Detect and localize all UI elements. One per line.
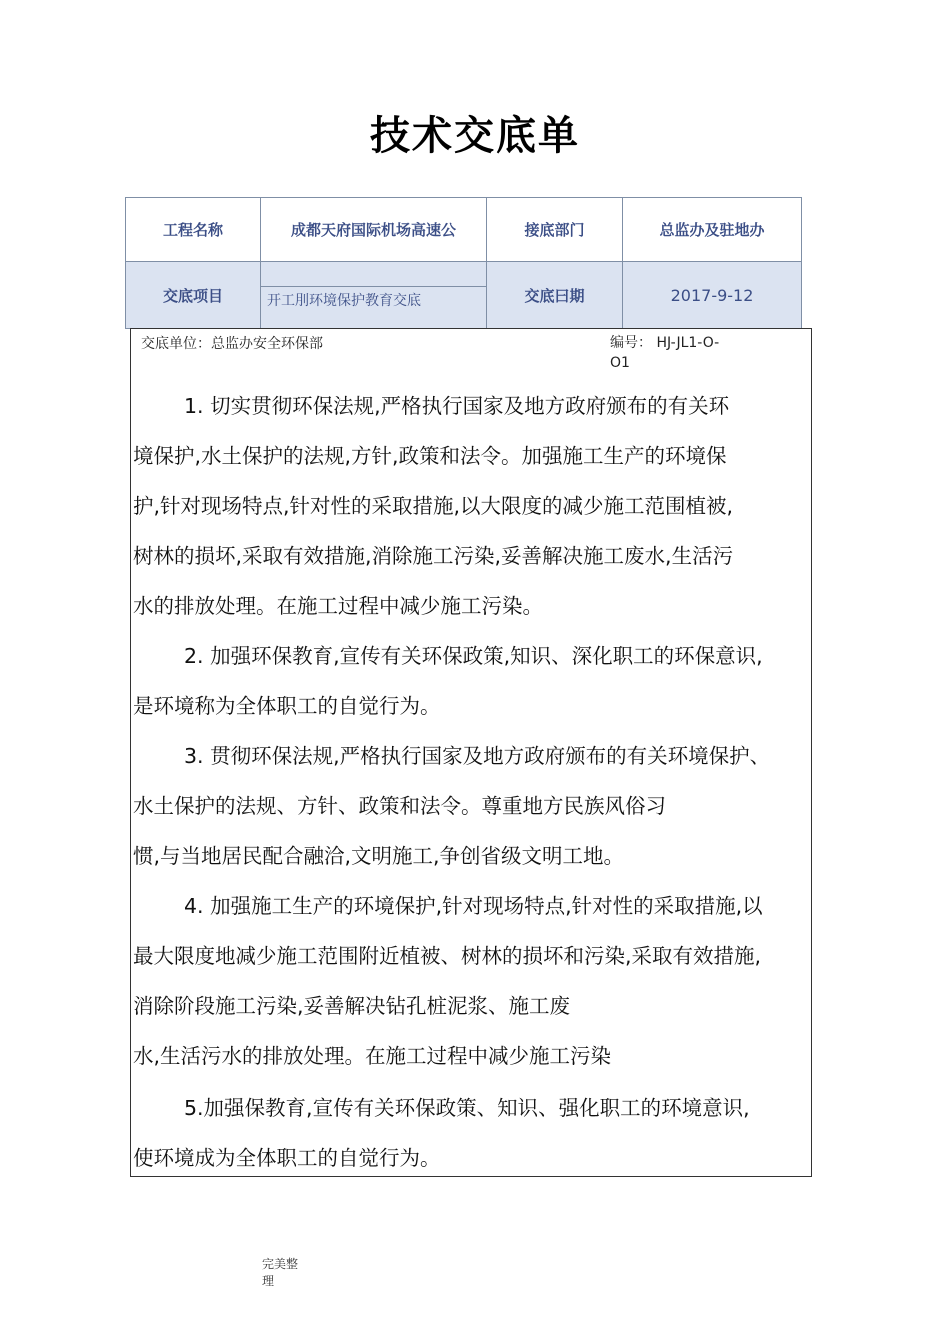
paragraph-line: 树林的损坏,采取有效措施,消除施工污染,妥善解决施工废水,生活污 — [133, 544, 734, 568]
paragraph-line: 最大限度地减少施工范围附近植被、树林的损坏和污染,采取有效措施, — [133, 944, 762, 968]
briefing-unit: 交底单位：总监办安全环保部 — [141, 336, 323, 352]
document-code-line-1: 编号： HJ-JL1-O- — [610, 335, 720, 351]
header-table — [125, 197, 802, 329]
header-row-1 — [126, 198, 802, 262]
paragraph-line: 2. 加强环保教育,宣传有关环保政策,知识、深化职工的环保意识, — [184, 644, 763, 668]
project-name-value: 成都天府国际机场高速公 — [261, 198, 487, 262]
cell-divider — [261, 286, 486, 287]
paragraph-4 — [133, 881, 813, 1081]
content-box — [130, 328, 812, 1177]
paragraph-1 — [133, 381, 813, 631]
paragraph-line: 使环境成为全体职工的自觉行为。 — [133, 1146, 441, 1170]
paragraph-3 — [133, 731, 813, 881]
date-label: 交底曰期 — [487, 262, 623, 329]
item-value: 开工刖环境保护教育交底 — [267, 293, 421, 309]
paragraph-line: 消除阶段施工污染,妥善解决钻孔桩泥浆、施工废 — [133, 994, 571, 1018]
paragraph-line: 护,针对现场特点,针对性的采取措施,以大限度的减少施工范围植被, — [133, 494, 734, 518]
paragraph-line: 4. 加强施工生产的环境保护,针对现场特点,针对性的采取措施,以 — [184, 894, 763, 918]
receiving-dept-label: 接底部门 — [487, 198, 623, 262]
paragraph-line: 水土保护的法规、方针、政策和法令。尊重地方民族风俗习 — [133, 794, 666, 818]
date-value: 2017-9-12 — [623, 262, 802, 329]
paragraph-line: 境保护,水土保护的法规,方针,政策和法令。加强施工生产的环境保 — [133, 444, 727, 468]
paragraph-line: 水的排放处理。在施工过程中减少施工污染。 — [133, 594, 543, 618]
footer-line-1: 完美整 — [262, 1257, 299, 1271]
document-code — [610, 333, 750, 373]
receiving-dept-value: 总监办及驻地办 — [623, 198, 802, 262]
header-row-2 — [126, 262, 802, 329]
paragraph-line: 5.加强保教育,宣传有关环保政策、知识、强化职工的环境意识, — [184, 1096, 750, 1120]
paragraph-line: 1. 切实贯彻环保法规,严格执行国家及地方政府颁布的有关环 — [184, 394, 730, 418]
paragraph-5 — [133, 1083, 813, 1183]
paragraph-line: 是环境称为全体职工的自觉行为。 — [133, 694, 441, 718]
paragraph-line: 惯,与当地居民配合融洽,文明施工,争创省级文明工地。 — [133, 844, 625, 868]
paragraph-2 — [133, 631, 813, 731]
page-title: 技术交底单 — [370, 113, 580, 159]
paragraph-line: 3. 贯彻环保法规,严格执行国家及地方政府颁布的有关环境保护、 — [184, 744, 771, 768]
document-code-line-2: O1 — [610, 355, 630, 371]
paragraph-line: 水,生活污水的排放处理。在施工过程中减少施工污染 — [133, 1044, 612, 1068]
footer-note — [262, 1256, 312, 1290]
item-label: 交底项目 — [126, 262, 261, 329]
footer-line-2: 理 — [262, 1274, 275, 1288]
project-name-label: 工程名称 — [126, 198, 261, 262]
item-value-cell — [261, 262, 487, 329]
